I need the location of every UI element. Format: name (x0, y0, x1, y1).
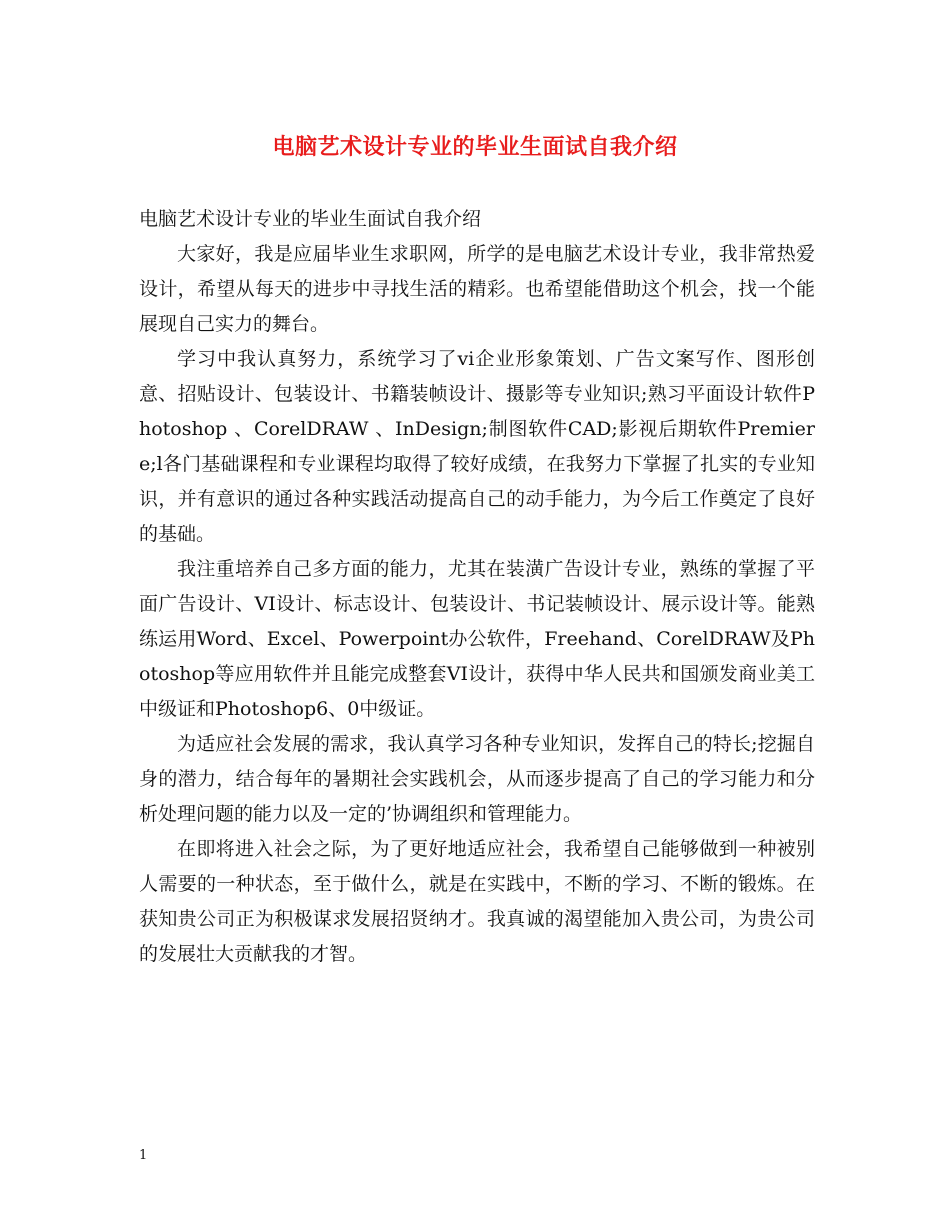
paragraph-skills: 我注重培养自己多方面的能力，尤其在装潢广告设计专业，熟练的掌握了平面广告设计、VI设计、标志设计、包装设计、书记装帧设计、展示设计等。能熟练运用Word、Excel、Powerpoint办公软件，Freehand、CorelDRAW及Photoshop等应用软件并且能完成整套VI设计，获得中华人民共和国颁发商业美工中级证和Photoshop6、0中级证。 (139, 558, 815, 720)
paragraph-development: 为适应社会发展的需求，我认真学习各种专业知识，发挥自己的特长;挖掘自身的潜力，结合每年的暑期社会实践机会，从而逐步提高了自己的学习能力和分析处理问题的能力以及一定的’协调组织和管理能力。 (139, 733, 815, 825)
document-subtitle: 电脑艺术设计专业的毕业生面试自我介绍 (139, 208, 482, 230)
paragraph-intro: 大家好，我是应届毕业生求职网，所学的是电脑艺术设计专业，我非常热爱设计，希望从每天的进步中寻找生活的精彩。也希望能借助这个机会，找一个能展现自己实力的舞台。 (139, 243, 815, 335)
document-body (139, 202, 815, 972)
document-title: 电脑艺术设计专业的毕业生面试自我介绍 (272, 135, 678, 160)
paragraph-closing: 在即将进入社会之际，为了更好地适应社会，我希望自己能够做到一种被别人需要的一种状态，至于做什么，就是在实践中，不断的学习、不断的锻炼。在获知贵公司正为积极谋求发展招贤纳才。我真诚的渴望能加入贵公司，为贵公司的发展壮大贡献我的才智。 (139, 838, 815, 965)
page-number: 1 (139, 1148, 148, 1163)
paragraph-study: 学习中我认真努力，系统学习了vi企业形象策划、广告文案写作、图形创意、招贴设计、包装设计、书籍装帧设计、摄影等专业知识;熟习平面设计软件Photoshop 、CorelDRAW 、InDesign;制图软件CAD;影视后期软件Premiere;l各门基础课程和专业课程均取得了较好成绩，在我努力下掌握了扎实的专业知识，并有意识的通过各种实践活动提高自己的动手能力，为今后工作奠定了良好的基础。 (139, 348, 815, 545)
